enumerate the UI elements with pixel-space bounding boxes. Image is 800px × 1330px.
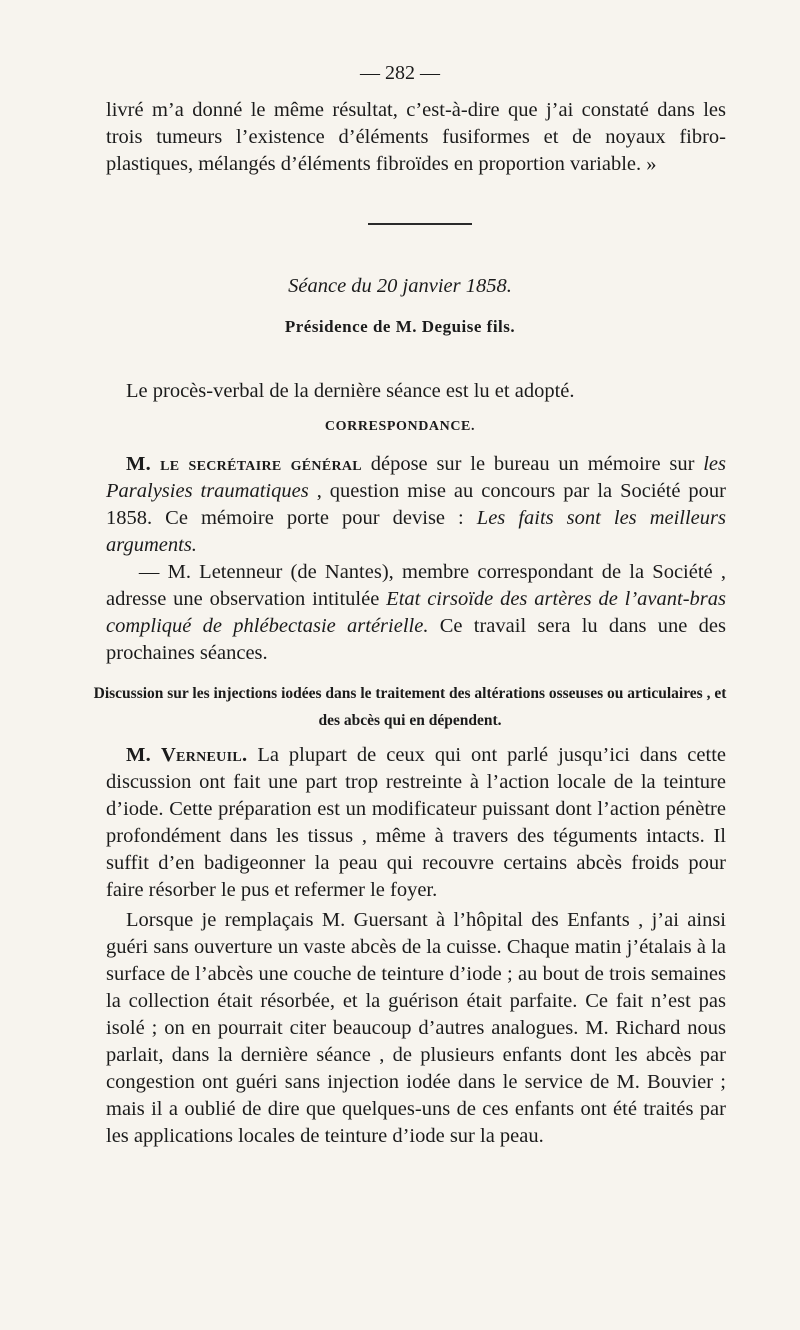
speaker-name: M. Verneuil.	[126, 744, 248, 766]
presidency-line: Présidence de M. Deguise fils.	[284, 317, 516, 336]
section-divider	[368, 223, 472, 225]
observation-title: Etat cirsoïde des artères de l’avant-bras compliqué de phlébectasie artérielle.	[106, 588, 726, 637]
paragraph-text: dépose sur le bureau un mémoire sur	[361, 453, 704, 475]
letenneur-paragraph	[106, 561, 726, 664]
session-heading: Séance du 20 janvier 1858.	[288, 275, 512, 297]
paragraph-text: Ce travail sera lu dans une des prochaines séances.	[106, 615, 726, 664]
page-number: — 282 —	[360, 62, 440, 84]
minutes-paragraph: Le procès-verbal de la dernière séance est lu et adopté.	[126, 380, 575, 402]
verneuil-paragraph	[106, 742, 726, 904]
speaker-name: M. le secrétaire général	[126, 453, 362, 475]
correspondence-heading: CORRESPONDANCE.	[324, 419, 476, 434]
guersant-paragraph: Lorsque je remplaçais M. Guersant à l’hôpital des Enfants , j’ai ainsi guéri sans ouverture un vaste abcès de la cuisse. Chaque matin j’étalais à la surface de l’abcès une couche de teinture d’iode ; au bout de trois semaines la collection était résorbée, et la guérison était parfaite. Ce fait n’est pas isolé ; on en pourrait citer beaucoup d’autres analogues. M. Richard nous parlait, dans la dernière séance , de plusieurs enfants dont les abcès par congestion ont guéri sans injection iodée dans le service de M. Bouvier ; mais il a oublié de dire que quelques-uns de ces enfants ont été traités par les applications locales de teinture d’iode sur la peau.	[106, 909, 726, 1147]
secretary-paragraph	[106, 451, 726, 667]
memoir-title: les Paralysies traumatiques	[106, 453, 726, 502]
paragraph-text: — M. Letenneur (de Nantes), membre correspondant de la Société , adresse une observation intitulée	[106, 561, 726, 610]
continuation-paragraph: livré m’a donné le même résultat, c’est-à-dire que j’ai constaté dans les trois tumeurs l’existence d’éléments fusiformes et de noyaux fibro-plastiques, mélangés d’éléments fibroïdes en proportion variable. »	[106, 99, 726, 175]
paragraph-text: , question mise au concours par la Société pour 1858. Ce mémoire porte pour devise :	[106, 480, 726, 529]
memoir-motto: Les faits sont les meilleurs arguments.	[106, 507, 726, 556]
discussion-heading: Discussion sur les injections iodées dans le traitement des altérations osseuses ou articulaires , et des abcès qui en dépendent.	[93, 685, 727, 729]
paragraph-text: La plupart de ceux qui ont parlé jusqu’ici dans cette discussion ont fait une part trop restreinte à l’action locale de la teinture d’iode. Cette préparation est un modificateur puissant dont l’action pénètre profondément dans les tissus , même à travers des téguments intacts. Il suffit d’en badigeonner la peau qui recouvre certains abcès froids pour faire résorber le pus et refermer le foyer.	[106, 744, 726, 901]
